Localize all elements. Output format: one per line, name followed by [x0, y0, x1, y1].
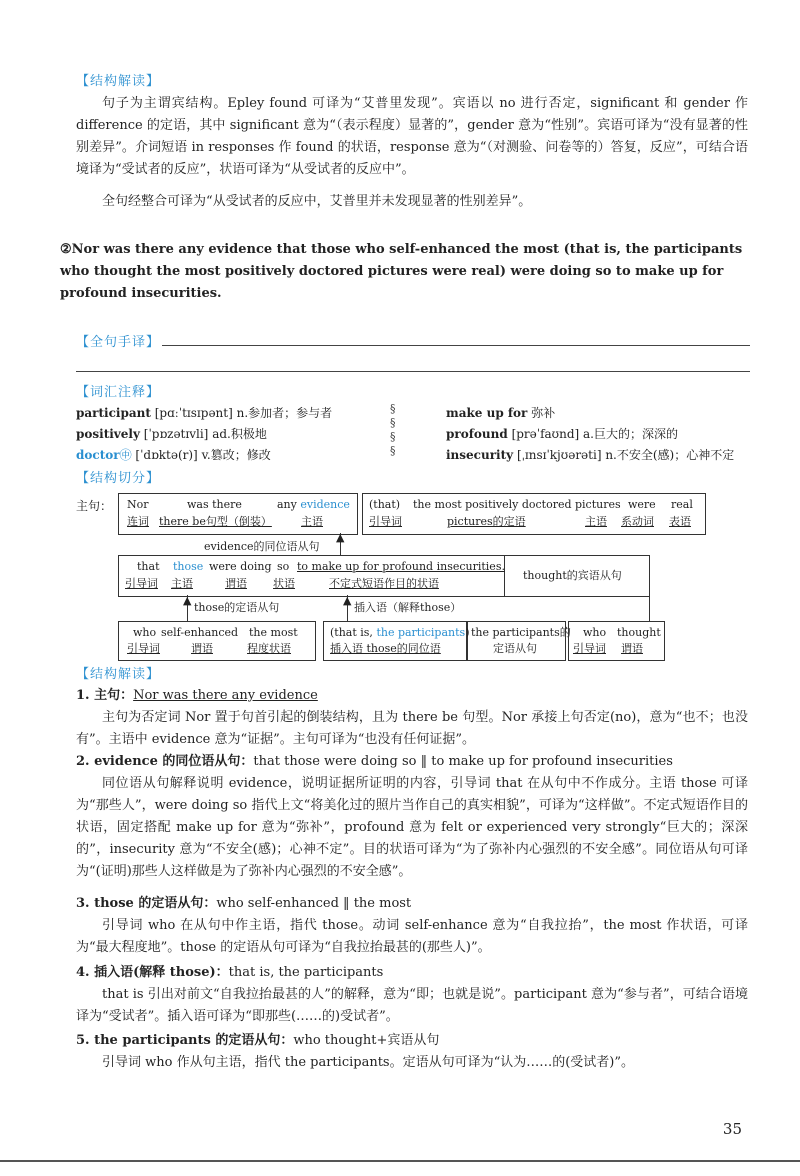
phrase-that-is: (that is, the participants): [330, 626, 470, 639]
vocab-phonetic: [ˌɪnsɪˈkjʊərəti]: [516, 448, 602, 462]
analysis-paragraph: 同位语从句解释说明 evidence，说明证据所证明的内容，引导词 that 在从句中不作成分。主语 those 可译为“那些人”，were doing so 指代上文“将美化过的照片当作自己的真实相貌”，可译为“这样做”。不定式短语作目的状语，固定搭配 make up for 意为“弥补”，profound 意为 felt or experienced very strongly“巨大的；深深的”，insecurity 意为“不安全(感)；心神不定”。目的状语可译为“为了弥补内心强烈的不安全感”。同位语从句可译为“(证明)那些人这样做是为了弥补内心强烈的不安全感”。: [76, 776, 748, 879]
vocab-word: insecurity: [446, 448, 514, 462]
section-header-structure-split: 【结构切分】: [76, 471, 161, 486]
exam-frequency-icon: ㊥: [119, 448, 132, 462]
gloss: 谓语: [225, 577, 247, 590]
analysis-paragraph: 句子为主谓宾结构。Epley found 可译为“艾普里发现”。宾语以 no 进行否定，significant 和 gender 作 difference 的定语，其中 significant 意为“（表示程度）显著的”，gender 意为“性别”。宾语可译为“没有显著的性别差异”。介词短语 in responses 作 found 的状语，response 意为“（对测验、问卷等的）答复，反应”，可结合语境译为“受试者的反应”，状语可译为“从受试者的反应中”。: [76, 96, 748, 177]
gloss: 谓语: [191, 642, 213, 655]
translation-line-2[interactable]: [76, 371, 750, 372]
analysis-point-2: 2. evidence 的同位语从句：that those were doing so ‖ to make up for profound insecurities: [76, 754, 673, 769]
word-self-enhanced: self-enhanced: [161, 626, 239, 639]
gloss: 连词: [127, 515, 149, 528]
gloss: 主语: [585, 515, 607, 528]
page-bottom-rule: [0, 1160, 800, 1162]
gloss: pictures的定语: [447, 515, 526, 528]
word-so: so: [277, 560, 290, 573]
participants-relative-label: the participants的: [471, 626, 571, 639]
gloss: 主语: [171, 577, 193, 590]
gloss: 主语: [301, 515, 323, 528]
vocab-definition: v.篡改；修改: [201, 448, 271, 462]
word-were: were: [628, 498, 656, 511]
arrow-up-icon: ▲: [183, 594, 192, 607]
gloss: there be句型（倒装）: [159, 515, 272, 528]
gloss: 引导词: [127, 642, 160, 655]
word-was-there: was there: [187, 498, 242, 511]
thought-object-clause-box: [503, 555, 650, 597]
vocab-item: [446, 424, 678, 445]
word-who: who: [133, 626, 157, 639]
word-that: (that): [369, 498, 401, 511]
word-pictures: pictures: [575, 498, 621, 511]
gloss: 谓语: [621, 642, 643, 655]
vocab-item: [76, 424, 267, 445]
word-the-most: the most: [249, 626, 298, 639]
vocab-item: [76, 445, 271, 466]
vocab-phonetic: [pɑːˈtɪsɪpənt]: [154, 406, 233, 420]
gloss: 插入语 those的同位语: [330, 642, 441, 655]
sentence-text: Nor was there any evidence that those who self-enhanced the most (that is, the participants who thought the most positively doctored pictures were real) were doing so to make up for profound insecurities.: [60, 242, 743, 301]
gloss: 状语: [273, 577, 295, 590]
gloss: 引导词: [369, 515, 402, 528]
vocab-phonetic: [ˈdɒktə(r)]: [135, 448, 198, 462]
those-relative-clause-box: [118, 621, 316, 661]
vocab-item: [446, 403, 555, 424]
vocab-phonetic: [prəˈfaʊnd]: [511, 427, 580, 441]
gloss: 表语: [669, 515, 691, 528]
section-header-structure-reading: 【结构解读】: [76, 74, 161, 89]
vocab-word: profound: [446, 427, 508, 441]
word-those: those: [173, 560, 204, 573]
analysis-point-1: 1. 主句：Nor was there any evidence: [76, 688, 318, 703]
vocab-item: [76, 403, 332, 424]
word-thought: thought: [617, 626, 661, 639]
word-were-doing: were doing: [209, 560, 272, 573]
gloss: 程度状语: [247, 642, 291, 655]
gloss: 引导词: [573, 642, 606, 655]
thought-object-clause-label: thought的宾语从句: [523, 569, 622, 582]
vocab-word: positively: [76, 427, 140, 441]
arrow-up-icon: ▲: [343, 594, 352, 607]
appositive-clause-box: [362, 493, 706, 535]
main-clause-label: 主句：: [76, 499, 113, 513]
analysis-point-3: 3. those 的定语从句：who self-enhanced ‖ the most: [76, 896, 412, 911]
word-real: real: [671, 498, 693, 511]
vocab-definition: ad.积极地: [212, 427, 267, 441]
analysis-summary: 全句经整合可译为“从受试者的反应中，艾普里并未发现显著的性别差异”。: [102, 194, 532, 209]
gloss: 引导词: [125, 577, 158, 590]
phrase-make-up-for: to make up for profound insecurities.: [297, 560, 505, 573]
divider-ornament-icon: § § § §: [390, 402, 396, 457]
vocab-word: make up for: [446, 406, 528, 420]
page-number: 35: [722, 1120, 742, 1138]
arrow-up-icon: ▲: [336, 531, 345, 544]
vocab-phonetic: [ˈpɒzətɪvli]: [143, 427, 209, 441]
analysis-paragraph: that is 引出对前文“自我拉抬最甚的人”的解释，意为“即；也就是说”。participant 意为“参与者”，可结合语境译为“受试者”。插入语可译为“即那些(……的)受试者”。: [76, 987, 748, 1024]
section-header-structure-reading-2: 【结构解读】: [76, 667, 161, 682]
example-sentence: [60, 239, 750, 305]
who-thought-box: [568, 621, 665, 661]
word-nor: Nor: [127, 498, 149, 511]
those-relative-clause-label: those的定语从句: [194, 601, 280, 614]
appositive-clause-detail-box: [118, 555, 505, 597]
section-header-translation: 【全句手译】: [76, 335, 161, 350]
main-clause-box: [118, 493, 358, 535]
analysis-point-4: 4. 插入语(解释 those)：that is, the participants: [76, 965, 384, 980]
analysis-paragraph: 引导词 who 作从句主语，指代 the participants。定语从句可译为“认为……的(受试者)”。: [102, 1055, 635, 1070]
analysis-paragraph: 主句为否定词 Nor 置于句首引起的倒装结构，且为 there be 句型。Nor 承接上句否定(no)，意为“也不；也没有”。主语中 evidence 意为“证据”。主句可译为“也没有任何证据”。: [76, 710, 748, 747]
vocab-definition: n.不安全(感)；心神不定: [605, 448, 735, 462]
phrase: the most positively doctored: [413, 498, 572, 511]
analysis-point-5: 5. the participants 的定语从句：who thought+宾语从句: [76, 1033, 440, 1048]
participants-relative-clause-box: [466, 621, 571, 661]
translation-line-1[interactable]: [162, 345, 750, 346]
vocab-item: [446, 445, 734, 466]
vocab-word: participant: [76, 406, 151, 420]
insertion-label: 插入语（解释those）: [354, 601, 462, 614]
appositive-clause-label: evidence的同位语从句: [204, 540, 320, 553]
word-who: who: [583, 626, 607, 639]
word-any-evidence: any evidence: [277, 498, 350, 511]
vocab-definition: n.参加者；参与者: [236, 406, 333, 420]
analysis-paragraph: 引导词 who 在从句中作主语，指代 those。动词 self-enhance 意为“自我拉抬”，the most 作状语，可译为“最大程度地”。those 的定语从句可译为“自我拉抬最甚的(那些人)”。: [76, 918, 748, 955]
section-header-vocabulary: 【词汇注释】: [76, 385, 161, 400]
connector-line: [649, 595, 650, 621]
sentence-number: ②: [60, 242, 72, 257]
vocab-word: doctor: [76, 448, 120, 462]
word-that: that: [137, 560, 160, 573]
vocab-definition: a.巨大的；深深的: [583, 427, 679, 441]
insertion-box: [323, 621, 468, 661]
vocab-definition: 弥补: [531, 406, 556, 420]
gloss: 系动词: [621, 515, 654, 528]
gloss: 定语从句: [493, 642, 537, 655]
gloss: 不定式短语作目的状语: [329, 577, 439, 590]
